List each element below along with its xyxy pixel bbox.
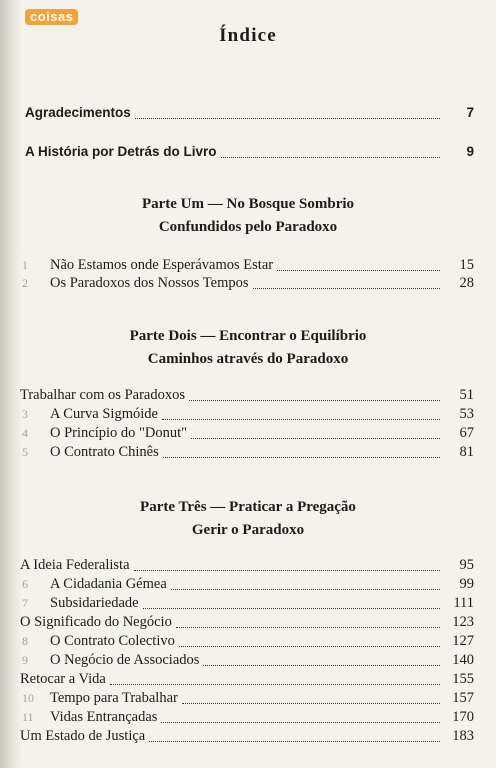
entry-label: Vidas Entrançadas — [50, 709, 158, 725]
entry-label: Não Estamos onde Esperávamos Estar — [50, 257, 274, 273]
chapter-number: 6 — [22, 577, 28, 591]
part-three-title: Parte Três — Praticar a Pregação — [140, 499, 356, 515]
page-edge-shadow — [0, 0, 22, 768]
page-title: Índice — [219, 25, 277, 46]
dot-leader — [189, 387, 440, 407]
chapter-number: 8 — [22, 634, 28, 648]
entry-page: 9 — [466, 144, 474, 159]
watermark-logo: coisas — [25, 9, 78, 25]
entry-page: 95 — [459, 557, 474, 573]
chapter-number: 3 — [22, 407, 28, 421]
part-three-subtitle: Gerir o Paradoxo — [191, 522, 305, 538]
toc-entry — [20, 614, 474, 634]
dot-leader — [161, 709, 440, 729]
entry-label: Tempo para Trabalhar — [50, 690, 178, 706]
entry-page: 28 — [459, 275, 474, 291]
dot-leader — [179, 633, 440, 653]
chapter-number: 7 — [22, 596, 28, 610]
entry-page: 183 — [452, 728, 474, 744]
entry-label: O Significado do Negócio — [20, 614, 172, 630]
toc-entry — [20, 387, 474, 407]
dot-leader — [171, 576, 440, 596]
entry-label: Agradecimentos — [25, 105, 131, 120]
toc-entry — [22, 406, 474, 426]
dot-leader — [182, 690, 440, 710]
entry-label: O Negócio de Associados — [50, 652, 200, 668]
entry-label: O Princípio do "Donut" — [50, 425, 188, 441]
chapter-number: 5 — [22, 445, 28, 459]
entry-label: Os Paradoxos dos Nossos Tempos — [50, 275, 249, 291]
entry-label: Subsidariedade — [50, 595, 139, 611]
dot-leader — [203, 652, 440, 672]
entry-page: 111 — [453, 595, 474, 611]
entry-page: 7 — [466, 105, 474, 120]
dot-leader — [253, 275, 440, 295]
toc-entry-acknowledgements — [25, 105, 474, 125]
entry-label: A História por Detrás do Livro — [25, 144, 217, 159]
dot-leader — [163, 444, 440, 464]
toc-entry — [22, 576, 474, 596]
part-two-title: Parte Dois — Encontrar o Equilíbrio — [129, 328, 367, 344]
entry-page: 15 — [459, 257, 474, 273]
dot-leader — [162, 406, 440, 426]
entry-label: A Ideia Federalista — [20, 557, 130, 573]
entry-label: A Cidadania Gémea — [50, 576, 167, 592]
toc-entry — [20, 728, 474, 748]
entry-page: 99 — [459, 576, 474, 592]
entry-page: 127 — [452, 633, 474, 649]
part-two-subtitle: Caminhos através do Paradoxo — [147, 351, 349, 367]
chapter-number: 4 — [22, 426, 28, 440]
dot-leader — [221, 144, 440, 164]
toc-entry — [22, 595, 474, 615]
entry-label: Retocar a Vida — [20, 671, 106, 687]
chapter-number: 11 — [22, 710, 34, 724]
toc-entry — [22, 709, 474, 729]
chapter-number: 9 — [22, 653, 28, 667]
entry-label: Trabalhar com os Paradoxos — [20, 387, 185, 403]
toc-entry — [22, 633, 474, 653]
dot-leader — [134, 557, 440, 577]
toc-entry — [22, 444, 474, 464]
entry-page: 67 — [459, 425, 474, 441]
toc-entry — [20, 671, 474, 691]
dot-leader — [191, 425, 440, 445]
dot-leader — [176, 614, 440, 634]
part-one-title: Parte Um — No Bosque Sombrio — [141, 196, 355, 212]
dot-leader — [277, 257, 440, 277]
chapter-number: 10 — [22, 691, 34, 705]
toc-entry — [22, 257, 474, 277]
entry-page: 81 — [459, 444, 474, 460]
toc-entry — [22, 275, 474, 295]
chapter-number: 2 — [22, 276, 28, 290]
dot-leader — [110, 671, 440, 691]
entry-page: 123 — [452, 614, 474, 630]
toc-entry-book-story — [25, 144, 474, 164]
entry-label: Um Estado de Justiça — [20, 728, 146, 744]
entry-label: A Curva Sigmóide — [50, 406, 158, 422]
entry-page: 53 — [459, 406, 474, 422]
toc-entry — [22, 690, 474, 710]
toc-entry — [22, 425, 474, 445]
entry-page: 155 — [452, 671, 474, 687]
entry-page: 157 — [452, 690, 474, 706]
chapter-number: 1 — [22, 258, 28, 272]
entry-label: O Contrato Colectivo — [50, 633, 175, 649]
part-one-subtitle: Confundidos pelo Paradoxo — [158, 219, 338, 235]
entry-label: O Contrato Chinês — [50, 444, 159, 460]
dot-leader — [143, 595, 440, 615]
entry-page: 140 — [452, 652, 474, 668]
toc-entry — [20, 557, 474, 577]
entry-page: 51 — [459, 387, 474, 403]
entry-page: 170 — [452, 709, 474, 725]
dot-leader — [149, 728, 440, 748]
dot-leader — [135, 105, 440, 125]
toc-entry — [22, 652, 474, 672]
